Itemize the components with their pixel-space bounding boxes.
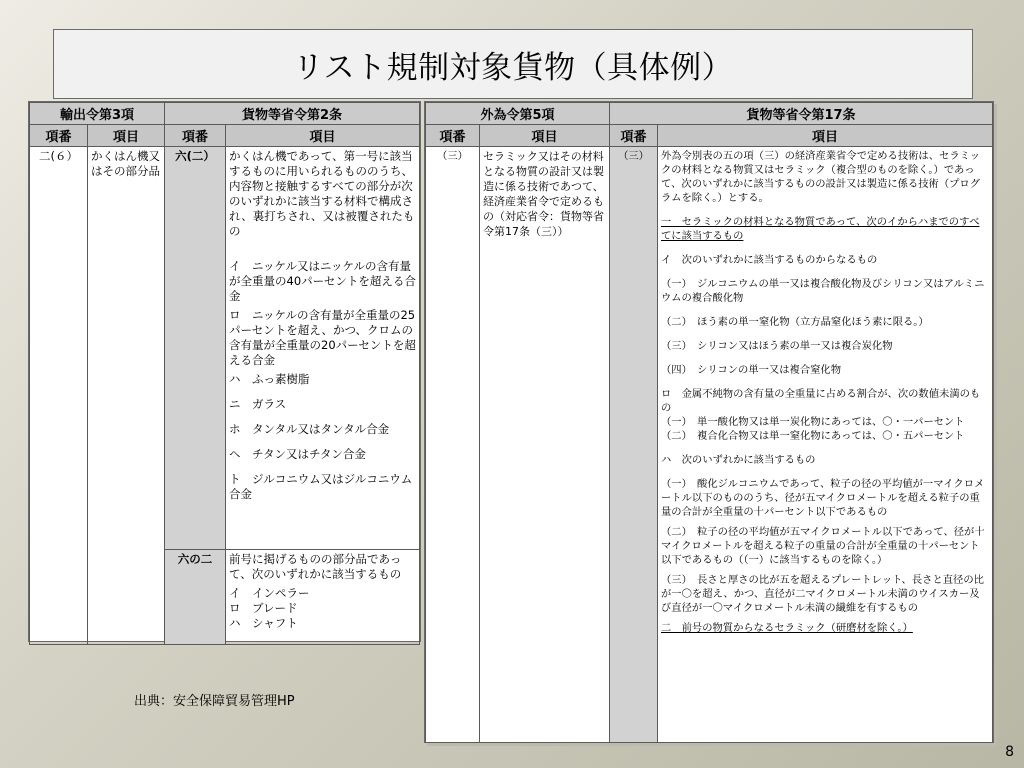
item-description xyxy=(658,147,993,743)
item-line: （一） 単一酸化物又は単一炭化物にあっては、〇・一パーセント xyxy=(661,416,965,428)
item-line: （二） 粒子の径の平均値が五マイクロメートル以下であって、径が十マイクロメートルを超える粒子の重量の合計が全重量の十パーセント以下であるもの（（一）に該当するものを除く。） xyxy=(661,526,985,566)
item-line: ホ タンタル又はタンタル合金 xyxy=(229,422,390,436)
item-line: イ 次のいずれかに該当するものからなるもの xyxy=(661,254,878,266)
item-line: ハ 次のいずれかに該当するもの xyxy=(661,454,816,466)
title-box xyxy=(53,29,973,99)
item-number: 六(二） xyxy=(165,147,226,550)
item-line: （一） 酸化ジルコニウムであって、粒子の径の平均値が一マイクロメートル以下のもののうち、径が五マイクロメートルを超える粒子の重量の合計が全重量の十パーセント以下であるもの xyxy=(661,478,985,518)
col-header-item: 項目 xyxy=(226,125,420,147)
item-number: （三） xyxy=(610,147,658,743)
item-line: （一） ジルコニウムの単一又は複合酸化物及びシリコン又はアルミニウムの複合酸化物 xyxy=(661,278,985,304)
item-line: （三） シリコン又はほう素の単一又は複合炭化物 xyxy=(661,340,893,352)
item-line: 前号に掲げるものの部分品であって、次のいずれかに該当するもの xyxy=(229,552,402,582)
header-ministerial-ordinance: 貨物等省令第17条 xyxy=(610,103,993,125)
item-line: ト ジルコニウム又はジルコニウム合金 xyxy=(229,472,413,501)
item-line: （二） 複合化合物又は単一窒化物にあっては、〇・五パーセント xyxy=(661,430,965,442)
item-number: 二(６） xyxy=(30,147,88,645)
col-header-item: 項目 xyxy=(88,125,165,147)
item-line: イ インペラー xyxy=(229,586,310,601)
col-header-no: 項番 xyxy=(30,125,88,147)
item-line: 一 セラミックの材料となる物質であって、次のイからハまでのすべてに該当するもの xyxy=(661,216,980,242)
left-regulation-table-panel xyxy=(28,101,421,642)
item-line: かくはん機であって、第一号に該当するものに用いられるもののうち、内容物と接触するすべての部分が次のいずれかに該当する材料で構成され、裏打ちされ、又は被覆されたもの xyxy=(229,149,415,238)
header-foreign-exchange-order: 外為令第5項 xyxy=(426,103,610,125)
header-export-order: 輸出令第3項 xyxy=(30,103,165,125)
item-line: イ ニッケル又はニッケルの含有量が全重量の40パーセントを超える合金 xyxy=(229,259,416,303)
col-header-no: 項番 xyxy=(426,125,480,147)
item-line: ヘ チタン又はチタン合金 xyxy=(229,447,366,461)
item-description: セラミック又はその材料となる物質の設計又は製造に係る技術であつて、経済産業省令で定めるもの（対応省令：貨物等省令第17条（三）） xyxy=(480,147,610,743)
col-header-item: 項目 xyxy=(480,125,610,147)
item-line: ハ シャフト xyxy=(229,616,298,631)
right-regulation-table-panel xyxy=(424,101,994,743)
page-title: リスト規制対象貨物（具体例） xyxy=(292,49,734,86)
item-description xyxy=(226,147,420,550)
item-line: ハ ふっ素樹脂 xyxy=(229,372,310,386)
item-line: 外為令別表の五の項（三）の経済産業省令で定める技術は、セラミックの材料となる物質又はセラミック（複合型のものを除く。）であって、次のいずれかに該当するものの設計又は製造に係る技術（プログラムを除く。）とする。 xyxy=(661,150,981,204)
item-line: ロ ブレード xyxy=(229,601,298,616)
col-header-no: 項番 xyxy=(610,125,658,147)
left-regulation-table xyxy=(29,102,420,645)
item-line: （三） 長さと厚さの比が五を超えるプレートレット、長さと直径の比が一〇を超え、かつ、直径が二マイクロメートル未満のウイスカー及び直径が一〇マイクロメートル未満の繊維を有するもの xyxy=(661,574,984,614)
item-number: （三） xyxy=(426,147,480,743)
item-description xyxy=(226,550,420,645)
item-description: かくはん機又はその部分品 xyxy=(88,147,165,645)
page-number: 8 xyxy=(1005,744,1014,760)
item-line: （四） シリコンの単一又は複合窒化物 xyxy=(661,364,842,376)
right-regulation-table xyxy=(425,102,993,743)
col-header-item: 項目 xyxy=(658,125,993,147)
header-ministerial-ordinance: 貨物等省令第2条 xyxy=(165,103,420,125)
source-citation: 出典：安全保障貿易管理HP xyxy=(134,694,295,709)
item-line: （二） ほう素の単一窒化物（立方晶窒化ほう素に限る。） xyxy=(661,316,929,328)
col-header-no: 項番 xyxy=(165,125,226,147)
table-row xyxy=(426,147,993,743)
item-number: 六の二 xyxy=(165,550,226,645)
item-line: ニ ガラス xyxy=(229,397,287,411)
item-line: ロ ニッケルの含有量が全重量の25パーセントを超え、かつ、クロムの含有量が全重量の20パーセントを超える合金 xyxy=(229,308,416,367)
table-row xyxy=(30,147,420,550)
item-line: ロ 金属不純物の含有量の全重量に占める割合が、次の数値未満のもの xyxy=(661,388,981,414)
item-line: 二 前号の物質からなるセラミック（研磨材を除く。） xyxy=(661,622,913,634)
